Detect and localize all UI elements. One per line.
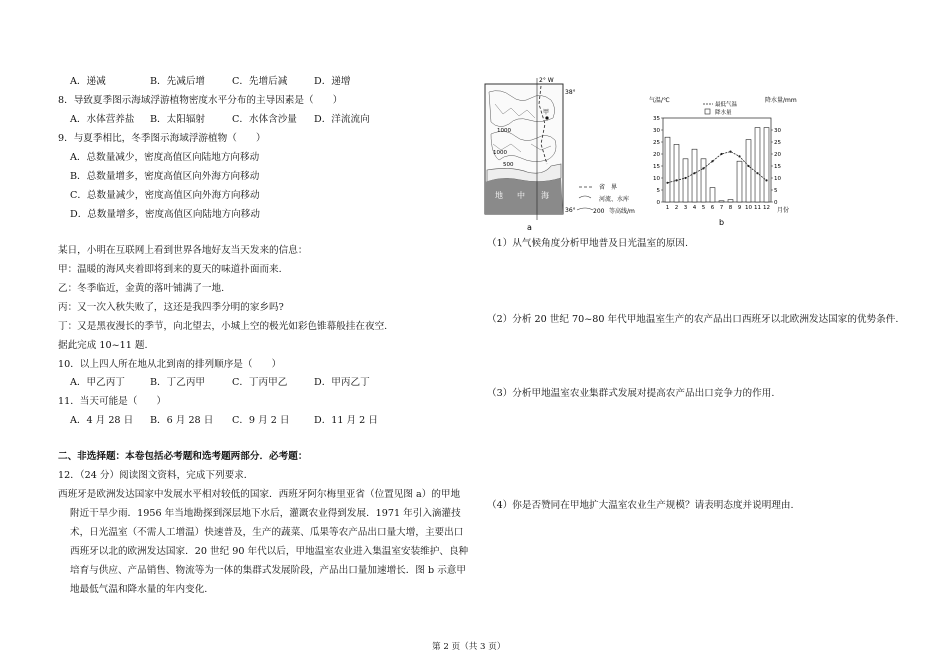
rain-bar (746, 140, 751, 202)
y2-tick-label: 30 (774, 128, 781, 134)
q9-stem: 9．与夏季相比，冬季图示海域浮游植物（ ） (58, 133, 266, 144)
q11-option-d[interactable]: D．11 月 2 日 (314, 415, 378, 426)
q8-option-d[interactable]: D．洋流流向 (314, 114, 370, 125)
sea-char-3: 海 (541, 191, 549, 200)
q8-option-a[interactable]: A．水体营养盐 (70, 114, 135, 125)
rain-bar (665, 137, 670, 202)
x-tick-label: 6 (710, 205, 715, 211)
y2-axis-label: 降水量/mm (765, 97, 797, 104)
temp-point (711, 160, 713, 162)
q10-option-d[interactable]: D．甲丙乙丁 (314, 377, 370, 388)
passage-yi: 乙：冬季临近，金黄的落叶铺满了一地. (58, 283, 225, 294)
q10-option-b[interactable]: B．丁乙丙甲 (150, 377, 206, 388)
rain-bar (701, 159, 706, 202)
x-tick-label: 1 (665, 205, 670, 211)
rain-bar (710, 188, 715, 202)
rain-bar (683, 159, 688, 202)
q11-option-a[interactable]: A．4 月 28 日 (70, 415, 134, 426)
x-tick-label: 9 (737, 205, 742, 211)
y2-tick-label: 25 (774, 140, 781, 146)
q7-option-b[interactable]: B．先减后增 (150, 76, 206, 87)
q7-option-c[interactable]: C．先增后减 (232, 76, 288, 87)
x-tick-label: 11 (754, 205, 761, 211)
q9-option-c[interactable]: C．总数量减少，密度高值区向外海方向移动 (70, 190, 260, 201)
contour-label-3: 500 (503, 162, 514, 168)
temp-point (747, 165, 749, 167)
y1-tick-label: 15 (653, 164, 660, 170)
passage-ding: 丁：又是黑夜漫长的季节，向北望去，小城上空的极光如彩色锥幕般挂在夜空. (58, 321, 388, 332)
passage-intro: 某日，小明在互联网上看到世界各地好友当天发来的信息： (58, 245, 308, 256)
passage-jia: 甲：温暖的海风夹着即将到来的夏天的味道扑面而来. (58, 264, 282, 275)
q10-option-a[interactable]: A．甲乙丙丁 (70, 377, 125, 388)
x-tick-label: 3 (683, 205, 688, 211)
temp-point (720, 153, 722, 155)
legend-rain-swatch (705, 109, 710, 114)
chart-legend (703, 100, 738, 116)
rain-bar (692, 149, 697, 202)
y2-tick-label: 5 (774, 188, 778, 194)
map-a (481, 74, 656, 232)
map-a-label: a (527, 223, 532, 232)
legend-contour-label: 等高线/m (609, 208, 635, 215)
rain-bar (719, 201, 724, 202)
lat-bottom-label: 36° (565, 207, 576, 214)
legend-contour-value: 200 (593, 208, 605, 215)
y2-tick-label: 15 (774, 164, 781, 170)
q9-option-a[interactable]: A．总数量减少，密度高值区向陆地方向移动 (70, 152, 260, 163)
legend-border-label: 省 界 (599, 184, 618, 191)
temp-point (702, 167, 704, 169)
x-tick-label: 5 (701, 205, 706, 211)
temp-point (729, 151, 731, 153)
chart-b (647, 94, 797, 228)
x-tick-label: 2 (674, 205, 679, 211)
contour-label-1: 1000 (497, 128, 511, 134)
q8-option-c[interactable]: C．水体含沙量 (232, 114, 297, 125)
y1-tick-label: 25 (653, 140, 660, 146)
q10-option-c[interactable]: C．丁丙甲乙 (232, 377, 288, 388)
rain-bar (728, 200, 733, 202)
x-tick-label: 7 (719, 205, 724, 211)
y1-tick-label: 10 (653, 176, 660, 182)
sea-char-1: 地 (495, 191, 503, 200)
q11-option-b[interactable]: B．6 月 28 日 (150, 415, 214, 426)
y2-tick-label: 10 (774, 176, 781, 182)
temp-point (693, 172, 695, 174)
question-1: （1）从气候角度分析甲地普及日光温室的原因. (487, 238, 689, 249)
q7-option-d[interactable]: D．递增 (314, 76, 351, 87)
x-tick-label: 10 (745, 205, 752, 211)
y1-tick-label: 0 (656, 200, 660, 206)
y1-tick-label: 35 (653, 116, 660, 122)
x-tick-label: 12 (763, 205, 770, 211)
q12-line-6: 地最低气温和降水量的年内变化. (70, 584, 208, 595)
lon-label: 2° W (539, 77, 554, 84)
q12-stem: 12．（24 分）阅读图文资料，完成下列要求． (58, 470, 254, 481)
rain-bar (755, 128, 760, 202)
q12-line-1: 西班牙是欧洲发达国家中发展水平相对较低的国家．西班牙阿尔梅里亚省（位置见图 a）的甲地 (58, 489, 461, 500)
right-column (475, 0, 950, 672)
legend-contour-swatch (577, 208, 593, 210)
q10-stem: 10．以上四人所在地从北到南的排列顺序是（ ） (58, 359, 282, 370)
x-tick-label: 4 (692, 205, 697, 211)
q11-stem: 11．当天可能是（ ） (58, 396, 167, 407)
q7-option-a[interactable]: A．递减 (70, 76, 106, 87)
temp-point (666, 182, 668, 184)
chart-b-label: b (719, 218, 725, 227)
x-axis-label: 月份 (777, 207, 790, 214)
x-tick-label: 8 (728, 205, 733, 211)
rain-bar (764, 128, 769, 202)
y1-tick-label: 20 (653, 152, 660, 158)
temp-point (738, 155, 740, 157)
question-4: （4）你是否赞同在甲地扩大温室农业生产规模？请表明态度并说明理由. (487, 500, 794, 511)
question-3: （3）分析甲地温室农业集群式发展对提高农产品出口竞争力的作用. (487, 388, 775, 399)
contour-label-2: 1000 (493, 150, 507, 156)
passage-bing: 丙：又一次入秋失败了，这还是我四季分明的家乡吗? (58, 302, 284, 313)
sea-char-2: 中 (517, 191, 525, 200)
y1-tick-label: 30 (653, 128, 660, 134)
q11-option-c[interactable]: C．9 月 2 日 (232, 415, 290, 426)
legend-temp-label: 最低气温 (715, 102, 738, 108)
q9-option-d[interactable]: D．总数量增多，密度高值区向陆地方向移动 (70, 209, 260, 220)
rain-bar (674, 144, 679, 202)
y2-tick-label: 0 (774, 200, 778, 206)
place-jia: 甲 (543, 109, 550, 116)
q9-option-b[interactable]: B．总数量增多，密度高值区向外海方向移动 (70, 171, 260, 182)
temp-line (668, 152, 767, 183)
page-footer: 第 2 页（共 3 页） (432, 642, 506, 652)
lat-top-label: 38° (565, 89, 576, 96)
temp-point (756, 172, 758, 174)
temp-point (675, 179, 677, 181)
q12-line-4: 西班牙以北的欧洲发达国家．20 世纪 90 年代以后，甲地温室农业进入集温室安装维护、良种 (70, 546, 469, 557)
q12-line-5: 培育与供应、产品销售、物流等为一体的集群式发展阶段，产品出口量加速增长．图 b 示意甲 (70, 565, 466, 576)
y2-tick-label: 20 (774, 152, 781, 158)
place-marker (545, 116, 548, 119)
q12-line-2: 附近干旱少雨．1956 年当地勘探到深层地下水后，灌溉农业得到发展．1971 年引入滴灌技 (70, 508, 461, 519)
y1-tick-label: 5 (656, 188, 660, 194)
section2-heading: 二、非选择题：本卷包括必考题和选考题两部分．必考题： (58, 451, 308, 462)
legend-rain-label: 降水量 (715, 110, 732, 116)
rain-bar (737, 161, 742, 202)
legend-river-swatch (579, 196, 591, 198)
legend-river-label: 河流、水库 (599, 196, 630, 203)
q8-option-b[interactable]: B．太阳辐射 (150, 114, 206, 125)
q8-stem: 8．导致夏季图示海域浮游植物密度水平分布的主导因素是（ ） (58, 95, 343, 106)
passage-end: 据此完成 10~11 题. (58, 340, 148, 351)
y1-axis-label: 气温/℃ (649, 97, 670, 104)
temp-point (765, 179, 767, 181)
temp-point (684, 177, 686, 179)
q12-line-3: 术，日光温室（不需人工增温）快速普及，生产的蔬菜、瓜果等农产品出口量大增，主要出口 (70, 527, 464, 538)
question-2: （2）分析 20 世纪 70~80 年代甲地温室生产的农产品出口西班牙以北欧洲发达国家的优势条件. (487, 314, 899, 325)
